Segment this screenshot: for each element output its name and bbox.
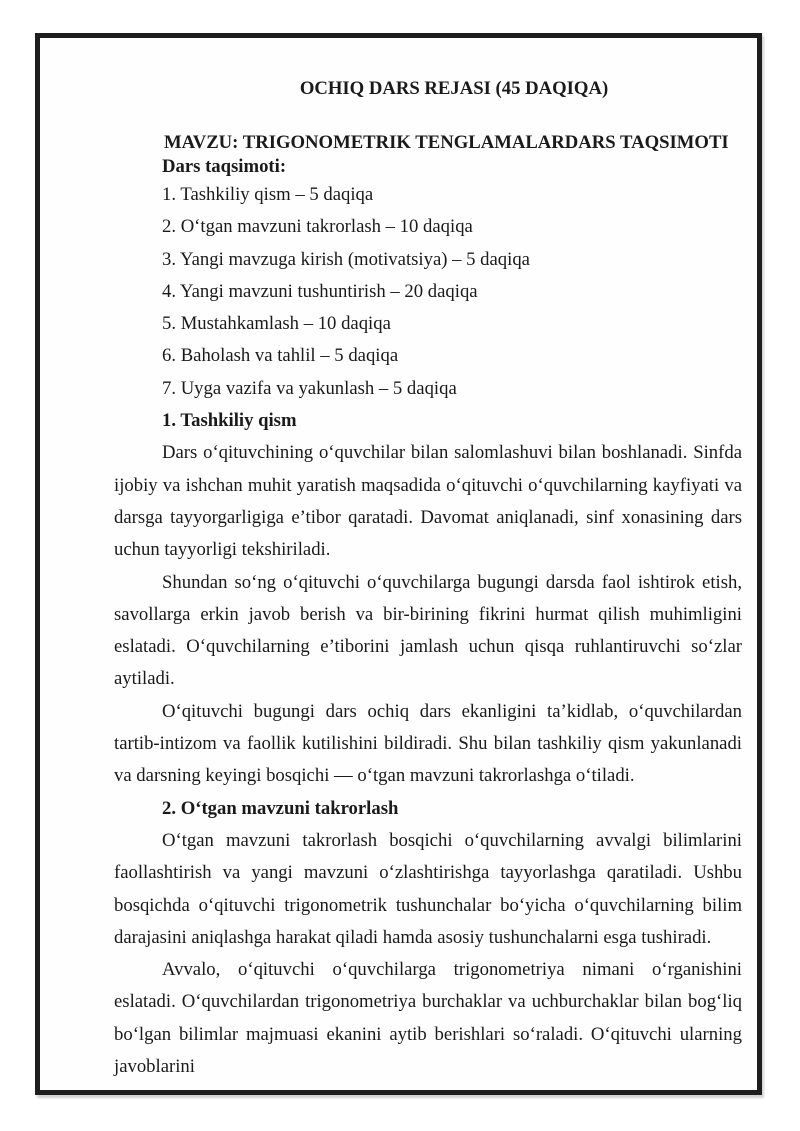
subject-line: MAVZU: TRIGONOMETRIK TENGLAMALARDARS TAQSIMOTI	[164, 132, 729, 153]
schedule-heading: Dars taqsimoti:	[162, 156, 287, 177]
section-tashkiliy-qism	[114, 405, 742, 793]
section-heading: 1. Tashkiliy qism	[162, 410, 297, 432]
body-paragraph: Avvalo, oʻqituvchi oʻquvchilarga trigonometriya nimani oʻrganishini eslatadi. Oʻquvchilardan trigonometriya burchaklar va uchburchaklar bilan bogʻliq boʻlgan bilimlar majmuasi ekanini aytib berishlari soʻraladi. Oʻqituvchi ularning javoblarini	[114, 959, 742, 1078]
section-otgan-mavzuni-takrorlash	[114, 793, 742, 1084]
body-paragraph: Oʻtgan mavzuni takrorlash bosqichi oʻquvchilarning avvalgi bilimlarini faollashtirish va yangi mavzuni oʻzlashtirishga tayyorlashga qaratiladi. Ushbu bosqichda oʻqituvchi trigonometrik tushunchalar boʻyicha oʻquvchilarning bilim darajasini aniqlashga harakat qiladi hamda asosiy tushunchalarni esga tushiradi.	[114, 829, 742, 948]
schedule-item: 4. Yangi mavzuni tushuntirish – 20 daqiqa	[162, 280, 478, 302]
schedule-item: 7. Uyga vazifa va yakunlash – 5 daqiqa	[162, 377, 457, 399]
body-paragraph: Dars oʻqituvchining oʻquvchilar bilan salomlashuvi bilan boshlanadi. Sinfda ijobiy va ishchan muhit yaratish maqsadida oʻqituvchi oʻquvchilarning kayfiyati va darsga tayyorgarligiga e’tibor qaratadi. Davomat aniqlanadi, sinf xonasining dars uchun tayyorligi tekshiriladi.	[114, 442, 742, 561]
body-paragraph: Shundan soʻng oʻqituvchi oʻquvchilarga bugungi darsda faol ishtirok etish, savollarga erkin javob berish va bir-birining fikrini hurmat qilish muhimligini eslatadi. Oʻquvchilarning e’tiborini jamlash uchun qisqa ruhlantiruvchi soʻzlar aytiladi.	[114, 571, 742, 690]
schedule-list	[114, 179, 742, 405]
section-heading: 2. Oʻtgan mavzuni takrorlash	[162, 797, 399, 819]
schedule-item: 6. Baholash va tahlil – 5 daqiqa	[162, 345, 399, 367]
body-paragraph: Oʻqituvchi bugungi dars ochiq dars ekanligini ta’kidlab, oʻquvchilardan tartib-intizom va faollik kutilishini bildiradi. Shu bilan tashkiliy qism yakunlanadi va darsning keyingi bosqichi — oʻtgan mavzuni takrorlashga oʻtiladi.	[114, 700, 742, 787]
schedule-item: 5. Mustahkamlash – 10 daqiqa	[162, 313, 391, 335]
schedule-item: 1. Tashkiliy qism – 5 daqiqa	[162, 184, 374, 205]
document-title: OCHIQ DARS REJASI (45 DAQIQA)	[299, 78, 609, 99]
document-content	[114, 76, 742, 1083]
schedule-item: 3. Yangi mavzuga kirish (motivatsiya) – 5 daqiqa	[162, 248, 530, 270]
schedule-item: 2. Oʻtgan mavzuni takrorlash – 10 daqiqa	[162, 216, 473, 238]
